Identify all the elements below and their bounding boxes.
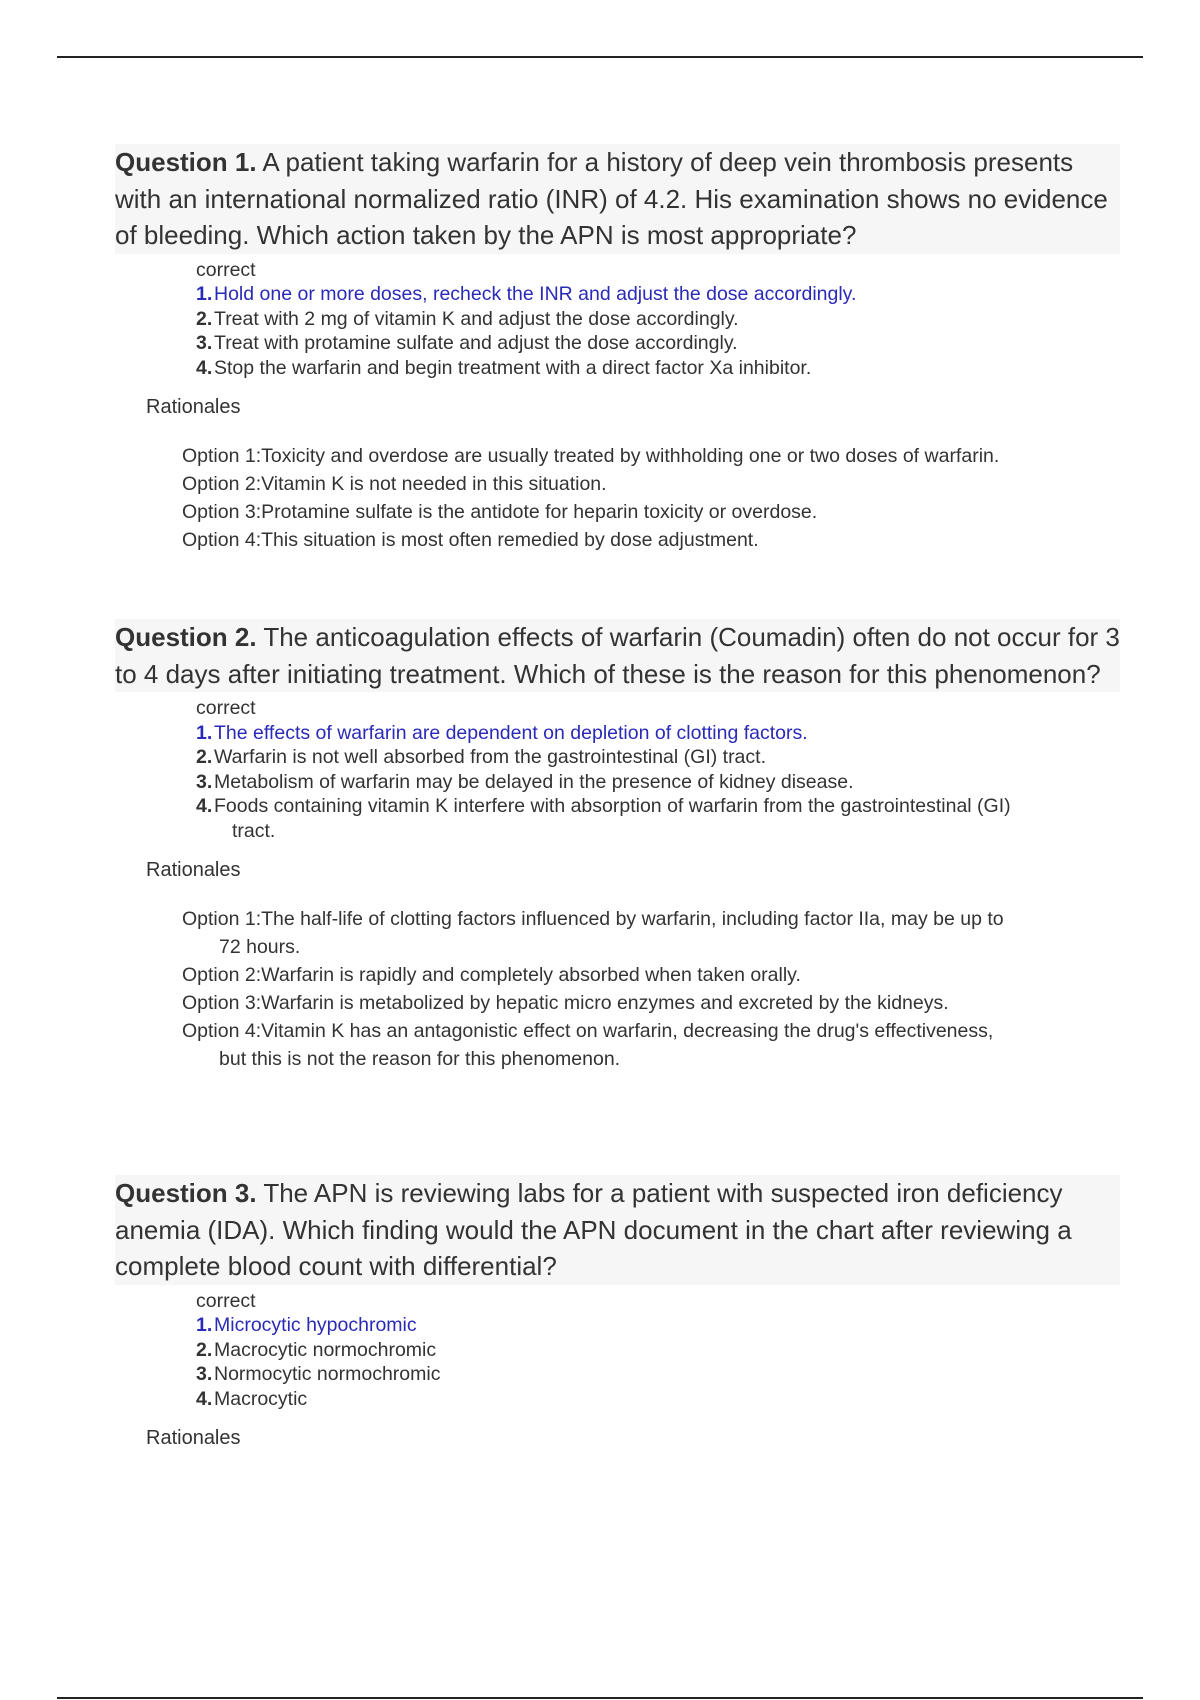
answer-option-correct (196, 282, 1120, 307)
rationales-list (182, 905, 1120, 1073)
option-number: 3. (196, 332, 213, 354)
option-text: Metabolism of warfarin may be delayed in the presence of kidney disease. (214, 770, 854, 793)
question-text: A patient taking warfarin for a history of deep vein thrombosis presents with an international normalized ratio (INR) of 4.2. His examination shows no evidence of bleeding. Which action taken by the APN is most appropriate? (115, 147, 1108, 250)
answer-option (196, 770, 1120, 795)
option-number: 2. (196, 746, 213, 768)
rationale-item (182, 905, 1120, 961)
option-text: Treat with 2 mg of vitamin K and adjust the dose accordingly. (214, 307, 739, 330)
rationales-heading: Rationales (146, 1427, 241, 1449)
question-stem (115, 1175, 1120, 1285)
question-stem (115, 619, 1120, 692)
option-number: 1. (196, 283, 213, 305)
rationales-heading: Rationales (146, 396, 241, 418)
option-number: 4. (196, 356, 213, 379)
answer-options (196, 258, 1120, 381)
rationale-text: Option 3:Warfarin is metabolized by hepatic micro enzymes and excreted by the kidneys. (182, 992, 949, 1014)
option-text: Stop the warfarin and begin treatment with a direct factor Xa inhibitor. (214, 356, 812, 379)
correct-label: correct (196, 1289, 256, 1312)
answer-option-correct (196, 1313, 1120, 1338)
option-text: Macrocytic normochromic (214, 1338, 437, 1361)
bottom-rule (57, 1697, 1143, 1699)
option-number: 2. (196, 1338, 213, 1361)
option-text: Treat with protamine sulfate and adjust the dose accordingly. (214, 332, 738, 354)
rationale-item: Option 2:Vitamin K is not needed in this situation. (182, 473, 607, 495)
option-number: 1. (196, 1314, 213, 1336)
answer-option (196, 1362, 1120, 1387)
option-number: 3. (196, 770, 213, 793)
correct-label: correct (196, 258, 256, 281)
correct-label: correct (196, 697, 256, 719)
option-text: Hold one or more doses, recheck the INR and adjust the dose accordingly. (214, 283, 857, 305)
option-text: Warfarin is not well absorbed from the gastrointestinal (GI) tract. (214, 746, 766, 768)
rationales-list (182, 442, 1120, 554)
option-number: 3. (196, 1363, 213, 1385)
option-text: The effects of warfarin are dependent on depletion of clotting factors. (214, 721, 808, 744)
rationale-item: Option 4:This situation is most often remedied by dose adjustment. (182, 529, 759, 551)
answer-options (196, 696, 1120, 843)
question-text: The APN is reviewing labs for a patient with suspected iron deficiency anemia (IDA). Which finding would the APN document in the chart after reviewing a complete blood count with differential? (115, 1178, 1072, 1281)
rationale-item (182, 961, 1120, 989)
answer-option (196, 1338, 1120, 1363)
question-stem (115, 144, 1120, 254)
rationale-text: Option 1:The half-life of clotting factors influenced by warfarin, including factor IIa, may be up to (182, 908, 1004, 930)
option-number: 1. (196, 721, 213, 744)
answer-option (196, 1387, 1120, 1412)
question-label: Question 2. (115, 622, 257, 652)
question-2 (115, 619, 1120, 1073)
question-3 (115, 1175, 1120, 1451)
rationale-item (182, 1017, 1120, 1073)
option-text-continued: tract. (232, 819, 276, 842)
option-number: 2. (196, 307, 213, 330)
answer-option-correct (196, 721, 1120, 746)
question-text: The anticoagulation effects of warfarin (Coumadin) often do not occur for 3 to 4 days after initiating treatment. Which of these is the reason for this phenomenon? (115, 622, 1120, 689)
top-rule (57, 56, 1143, 58)
answer-option (196, 331, 1120, 356)
question-label: Question 1. (115, 147, 257, 177)
answer-options (196, 1289, 1120, 1412)
option-text: Macrocytic (214, 1387, 308, 1410)
answer-option (196, 745, 1120, 770)
rationale-item: Option 1:Toxicity and overdose are usually treated by withholding one or two doses of warfarin. (182, 445, 1000, 467)
rationales-heading: Rationales (146, 859, 241, 881)
option-text: Normocytic normochromic (214, 1363, 441, 1385)
answer-option (196, 356, 1120, 381)
question-label: Question 3. (115, 1178, 257, 1208)
option-text: Foods containing vitamin K interfere with absorption of warfarin from the gastrointestinal (GI) (214, 795, 1011, 817)
option-text: Microcytic hypochromic (214, 1314, 417, 1336)
option-number: 4. (196, 795, 213, 817)
rationale-text: Option 2:Warfarin is rapidly and completely absorbed when taken orally. (182, 964, 801, 986)
answer-option (196, 307, 1120, 332)
rationale-text-continued: but this is not the reason for this phenomenon. (219, 1048, 621, 1070)
answer-option (196, 794, 1120, 843)
rationale-item (182, 989, 1120, 1017)
question-1 (115, 144, 1120, 554)
rationale-item: Option 3:Protamine sulfate is the antidote for heparin toxicity or overdose. (182, 501, 818, 523)
rationale-text: Option 4:Vitamin K has an antagonistic effect on warfarin, decreasing the drug's effectiveness, (182, 1020, 994, 1042)
rationale-text-continued: 72 hours. (219, 936, 301, 958)
option-number: 4. (196, 1387, 213, 1410)
